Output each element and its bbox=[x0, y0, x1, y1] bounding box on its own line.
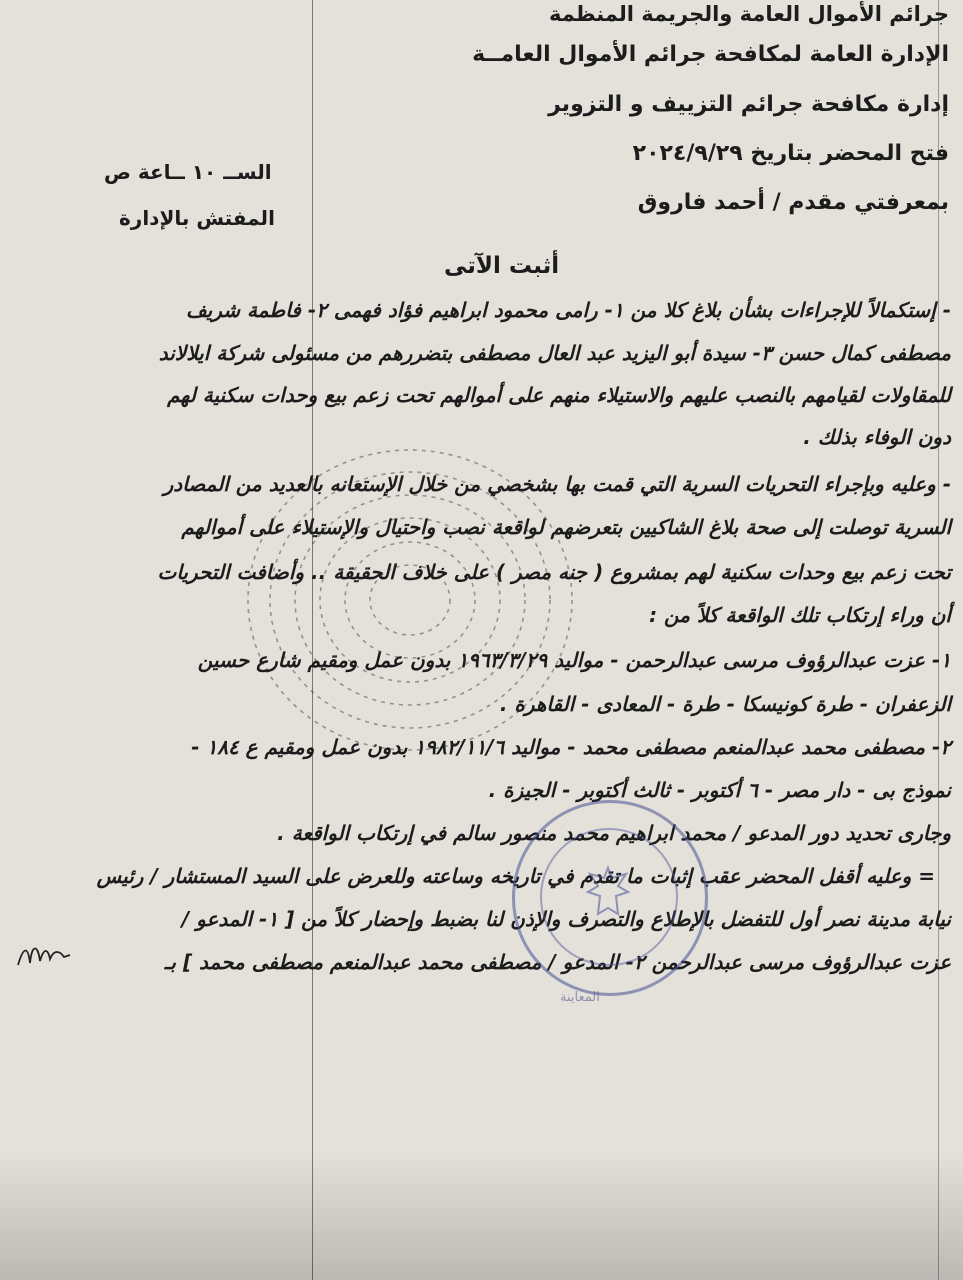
body-line: تحت زعم بيع وحدات سكنية لهم بمشروع ( جنه مصر ) على خلاف الحقيقة .. وأضافت التحريات bbox=[157, 560, 951, 584]
signature-mark bbox=[14, 935, 74, 975]
record-time: الســ ١٠ ــاعة ص bbox=[104, 160, 272, 184]
body-line: ١- عزت عبدالرؤوف مرسى عبدالرحمن - مواليد ١٩٦٣/٣/٢٩ بدون عمل ومقيم شارع حسين bbox=[197, 648, 951, 672]
body-line: - إستكمالاً للإجراءات بشأن بلاغ كلا من ١- رامى محمود ابراهيم فؤاد فهمى ٢- فاطمة شريف bbox=[185, 298, 951, 322]
record-opened-date: فتح المحضر بتاريخ ٢٠٢٤/٩/٢٩ bbox=[632, 141, 949, 166]
body-line: نيابة مدينة نصر أول للتفضل بالإطلاع والتصرف والإذن لنا بضبط وإحضار كلاً من [ ١- المدعو / bbox=[181, 907, 951, 931]
body-line: وجارى تحديد دور المدعو / محمد ابراهيم محمد منصور سالم في إرتكاب الواقعة . bbox=[277, 821, 951, 845]
body-line: ٢- مصطفى محمد عبدالمنعم مصطفى محمد - مواليد ١٩٨٢/١١/٦ بدون عمل ومقيم ع ١٨٤ - bbox=[191, 735, 951, 759]
body-line: الزعفران - طرة كونيسكا - طرة - المعادى - القاهرة . bbox=[499, 692, 951, 716]
officer-name: بمعرفتي مقدم / أحمد فاروق bbox=[637, 190, 949, 215]
official-seal-inner-ring bbox=[540, 828, 678, 966]
body-line: نموذج بى - دار مصر - ٦ أكتوبر - ثالث أكتوبر - الجيزة . bbox=[488, 778, 951, 802]
body-line: أن وراء إرتكاب تلك الواقعة كلاً من : bbox=[649, 603, 951, 627]
body-line: مصطفى كمال حسن ٣- سيدة أبو اليزيد عبد العال مصطفى بتضررهم من مسئولى شركة ايلالاند bbox=[158, 341, 951, 365]
section-title: أثبت الآتى bbox=[444, 253, 560, 279]
seal-label: المعاينة bbox=[560, 990, 600, 1005]
body-line: - وعليه وبإجراء التحريات السرية التي قمت بها بشخصي من خلال الإستعانه بالعديد من المصادر bbox=[163, 472, 951, 496]
header-line-2: الإدارة العامة لمكافحة جرائم الأموال العامــة bbox=[472, 42, 949, 67]
body-line: = وعليه أقفل المحضر عقب إثبات ما تقدم في تاريخه وساعته وللعرض على السيد المستشار / رئيس bbox=[96, 864, 935, 888]
body-line: للمقاولات لقيامهم بالنصب عليهم والاستيلاء منهم على أموالهم تحت زعم بيع وحدات سكنية لهم bbox=[167, 383, 951, 407]
body-line: دون الوفاء بذلك . bbox=[803, 425, 951, 449]
inspector-title: المفتش بالإدارة bbox=[119, 206, 275, 230]
margin-rule-left bbox=[312, 0, 313, 1280]
body-line: السرية توصلت إلى صحة بلاغ الشاكيين بتعرضهم لواقعة نصب واحتيال والإستيلاء على أموالهم bbox=[181, 515, 951, 539]
body-line: عزت عبدالرؤوف مرسى عبدالرحمن ٢- المدعو / مصطفى محمد عبدالمنعم مصطفى محمد ] بـ bbox=[164, 950, 951, 974]
header-line-3: إدارة مكافحة جرائم التزييف و التزوير bbox=[548, 92, 949, 117]
header-line-1: جرائم الأموال العامة والجريمة المنظمة bbox=[548, 2, 949, 26]
